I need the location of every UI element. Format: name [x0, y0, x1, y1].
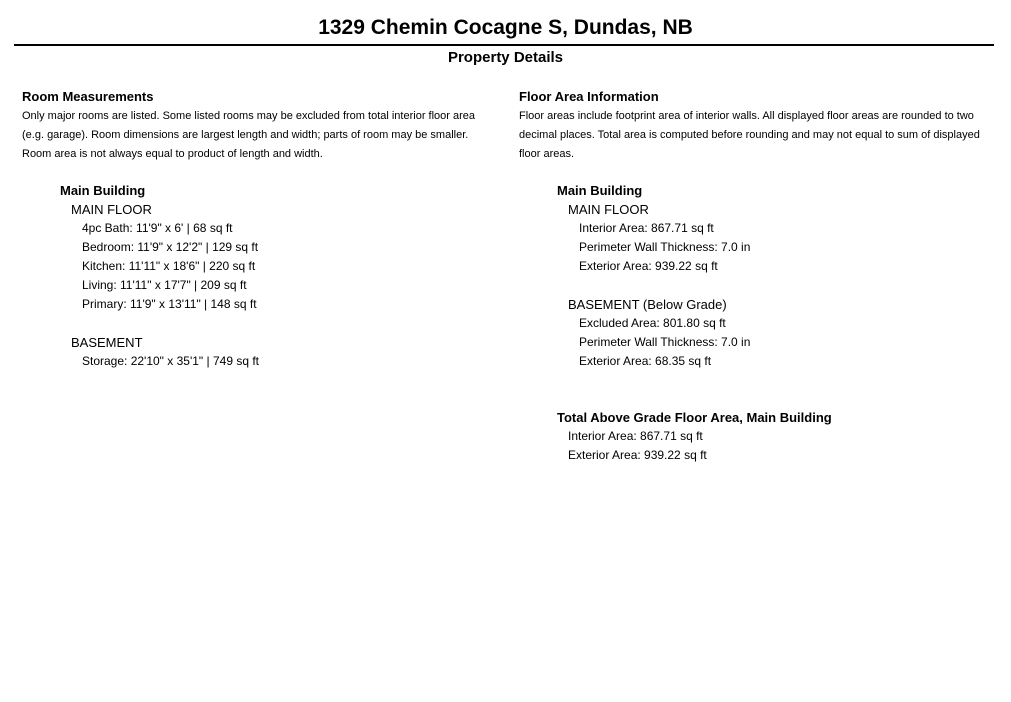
- room-list: [82, 352, 502, 371]
- room-item: Primary: 11'9" x 13'11" | 148 sq ft: [82, 297, 257, 311]
- floor-basement: [71, 333, 502, 371]
- area-building-block: [557, 181, 999, 371]
- area-item: Exterior Area: 939.22 sq ft: [579, 259, 718, 273]
- room-item: Storage: 22'10" x 35'1" | 749 sq ft: [82, 354, 259, 368]
- page-subtitle: Property Details: [447, 49, 564, 66]
- area-list: [579, 314, 999, 371]
- area-floor-main: [568, 200, 999, 276]
- floor-area-heading: Floor Area Information: [519, 89, 659, 104]
- room-list: [82, 219, 502, 314]
- floor-name: BASEMENT (Below Grade): [568, 297, 727, 312]
- intro-line: (e.g. garage). Room dimensions are largest length and width; parts of room may be smaller.: [22, 129, 469, 141]
- floor-main: [71, 200, 502, 314]
- page-title: 1329 Chemin Cocagne S, Dundas, NB: [318, 16, 693, 39]
- total-area-list: [568, 427, 999, 465]
- title-divider: [14, 44, 994, 46]
- area-item: Interior Area: 867.71 sq ft: [579, 221, 714, 235]
- total-area-block: [557, 408, 999, 465]
- room-building-block: [60, 181, 502, 371]
- room-measurements-section: [22, 88, 502, 371]
- total-area-item: Interior Area: 867.71 sq ft: [568, 429, 703, 443]
- area-item: Perimeter Wall Thickness: 7.0 in: [579, 240, 751, 254]
- floor-name: MAIN FLOOR: [568, 202, 649, 217]
- room-item: Kitchen: 11'11" x 18'6" | 220 sq ft: [82, 259, 256, 273]
- intro-line: Only major rooms are listed. Some listed rooms may be excluded from total interior floor area: [22, 110, 476, 122]
- floor-area-section: [519, 88, 999, 465]
- area-item: Exterior Area: 68.35 sq ft: [579, 354, 712, 368]
- intro-line: Room area is not always equal to product of length and width.: [22, 148, 323, 160]
- room-measurements-intro: [22, 107, 502, 164]
- building-name: Main Building: [60, 183, 146, 198]
- floor-name: BASEMENT: [71, 335, 143, 350]
- intro-line: Floor areas include footprint area of interior walls. All displayed floor areas are rounded to two: [519, 110, 974, 122]
- area-item: Perimeter Wall Thickness: 7.0 in: [579, 335, 751, 349]
- intro-line: floor areas.: [519, 148, 575, 160]
- room-item: Bedroom: 11'9" x 12'2" | 129 sq ft: [82, 240, 259, 254]
- room-item: Living: 11'11" x 17'7" | 209 sq ft: [82, 278, 247, 292]
- area-item: Excluded Area: 801.80 sq ft: [579, 316, 726, 330]
- total-area-item: Exterior Area: 939.22 sq ft: [568, 448, 707, 462]
- room-item: 4pc Bath: 11'9" x 6' | 68 sq ft: [82, 221, 233, 235]
- room-measurements-heading: Room Measurements: [22, 89, 154, 104]
- floor-name: MAIN FLOOR: [71, 202, 152, 217]
- building-name: Main Building: [557, 183, 643, 198]
- area-floor-basement: [568, 295, 999, 371]
- floor-area-intro: [519, 107, 999, 164]
- intro-line: decimal places. Total area is computed before rounding and may not equal to sum of displayed: [519, 129, 980, 141]
- area-list: [579, 219, 999, 276]
- total-area-heading: Total Above Grade Floor Area, Main Building: [557, 410, 832, 425]
